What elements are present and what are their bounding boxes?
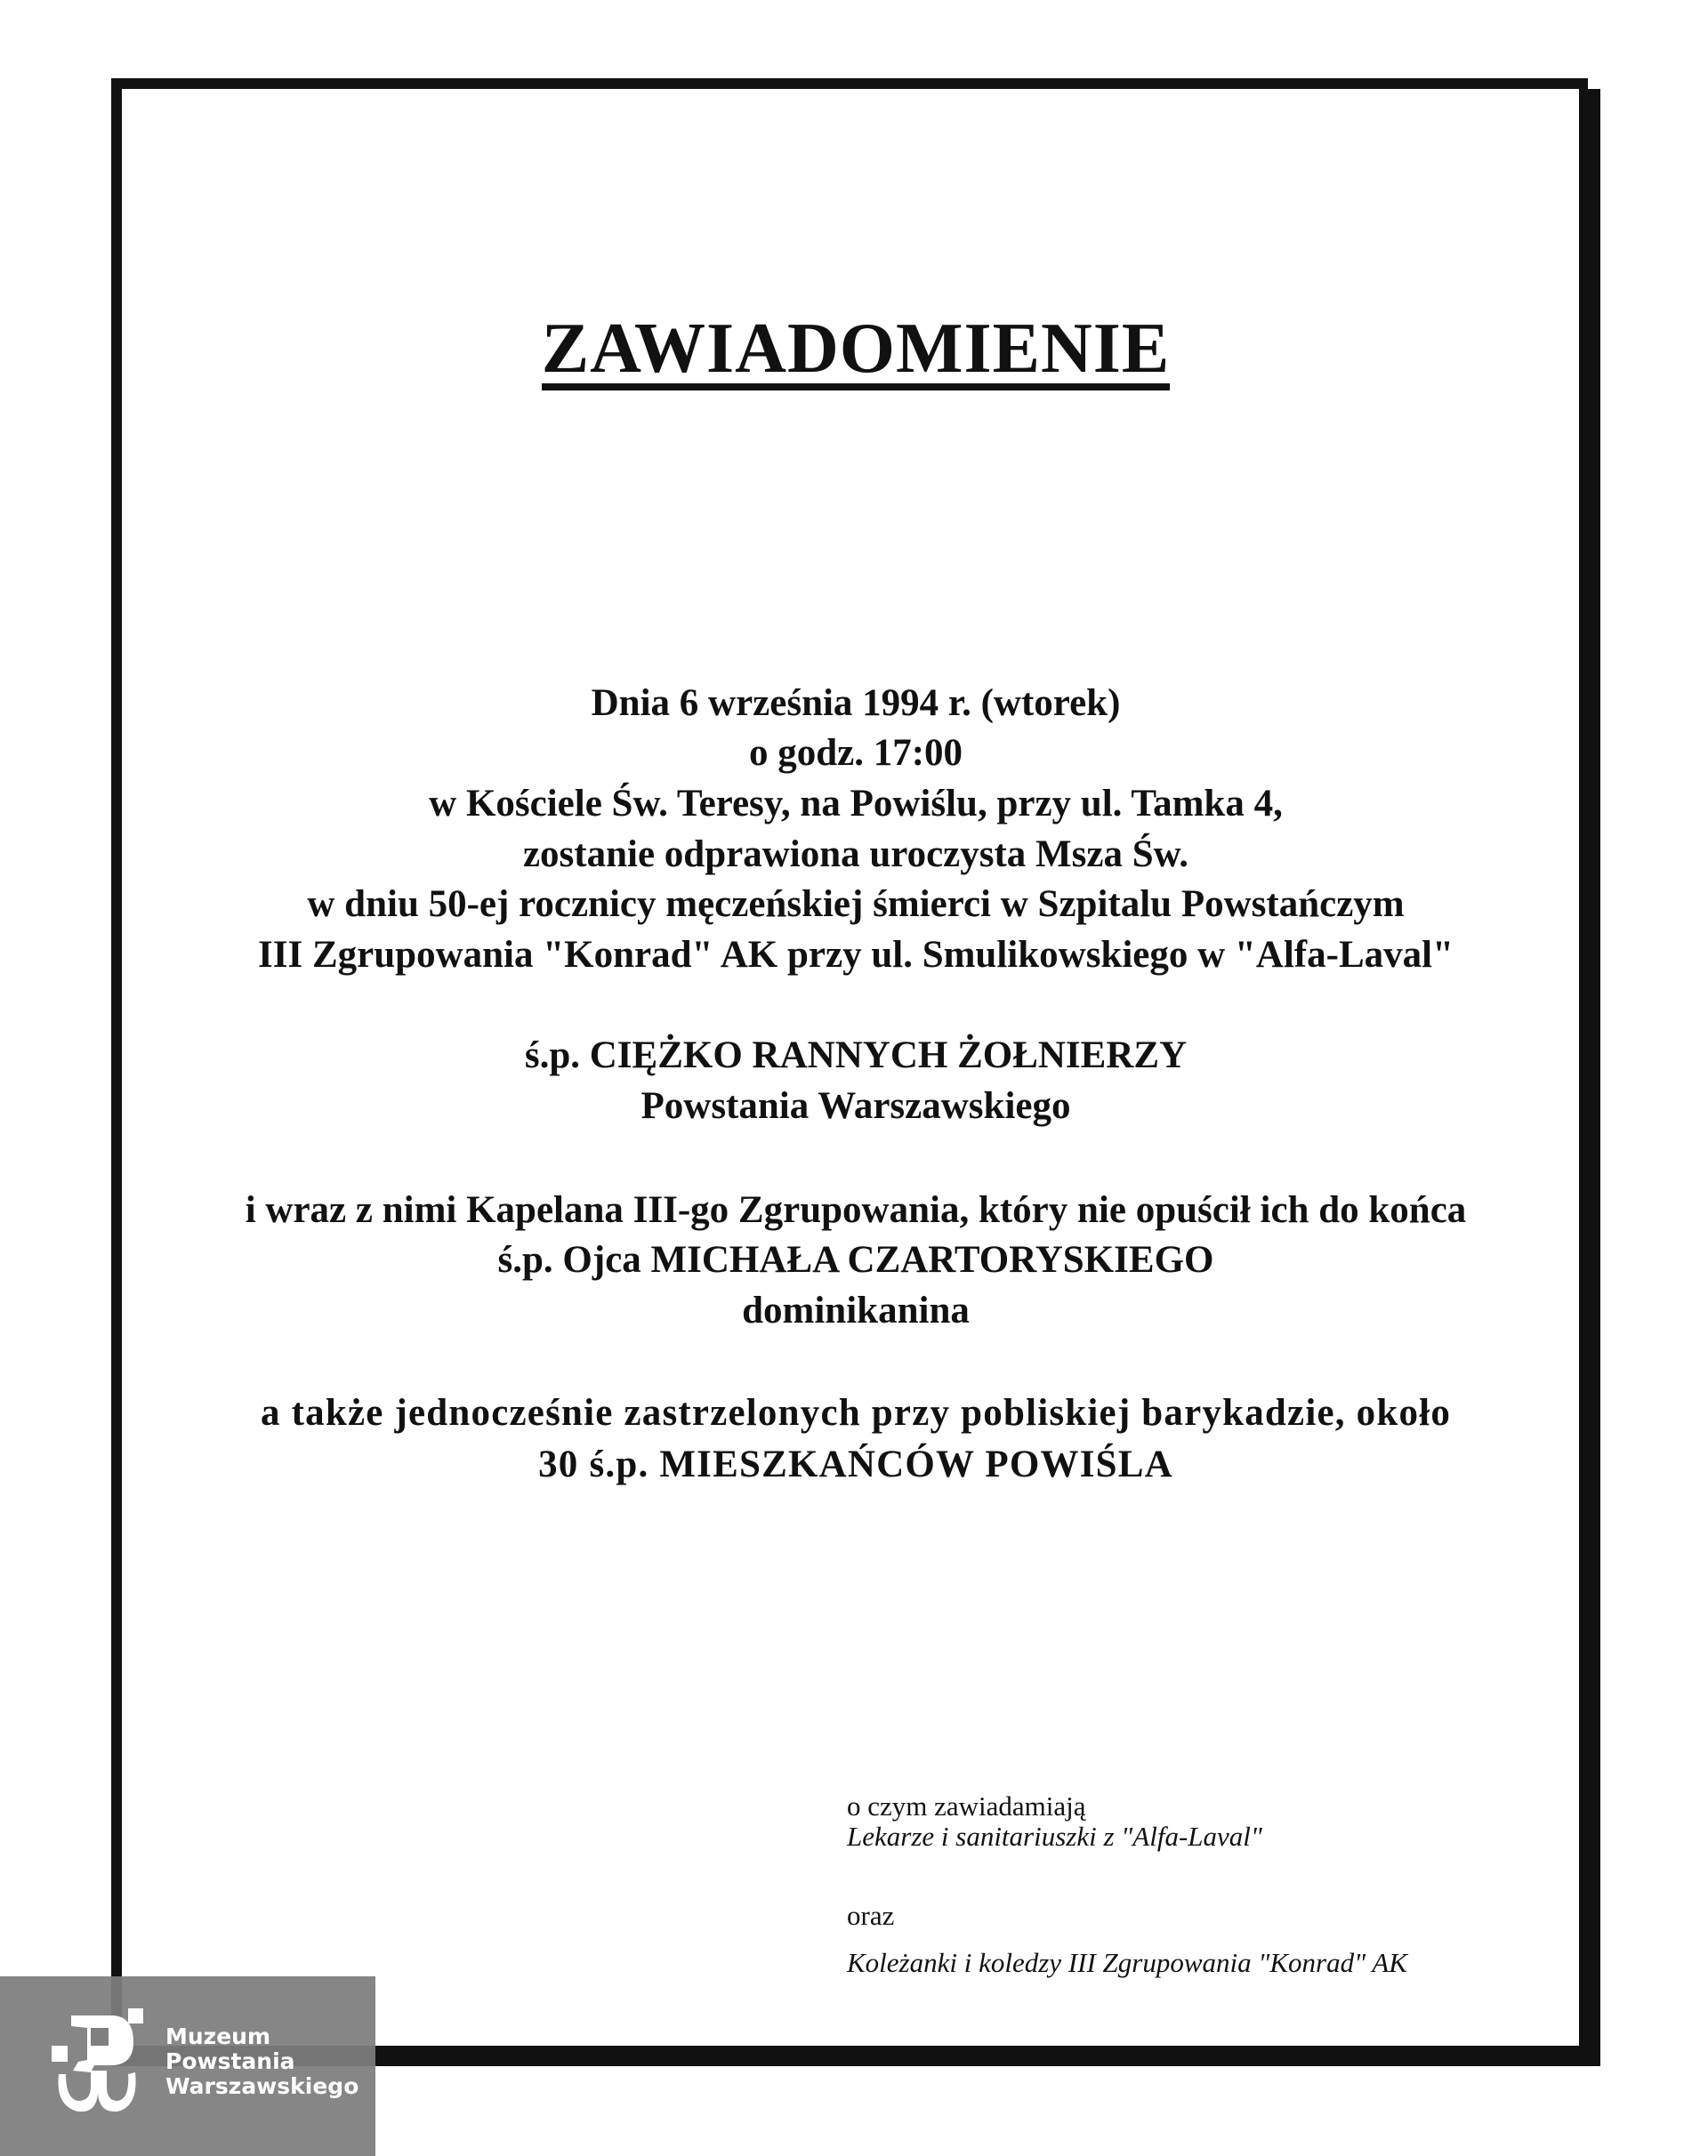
signature-signer-1: Lekarze i sanitariuszki z "Alfa-Laval" xyxy=(847,1821,1262,1852)
document-title-text: ZAWIADOMIENIE xyxy=(542,315,1170,390)
chaplain-order-line: dominikanina xyxy=(742,1290,970,1331)
soldiers-line: ś.p. CIĘŻKO RANNYCH ŻOŁNIERZY xyxy=(524,1034,1188,1076)
signature-conjunction: oraz xyxy=(847,1900,895,1931)
watermark-line-3: Warszawskiego xyxy=(165,2073,359,2099)
frame-border-top xyxy=(111,78,1588,89)
uprising-line: Powstania Warszawskiego xyxy=(640,1085,1071,1127)
signature-intro: o czym zawiadamiają xyxy=(847,1790,1086,1822)
residents-intro-line: a także jednocześnie zastrzelonych przy pobliskiej barykadzie, około xyxy=(260,1392,1452,1434)
residents-count-line: 30 ś.p. MIESZKAŃCÓW POWIŚLA xyxy=(538,1444,1173,1485)
kotwica-anchor-icon xyxy=(52,2008,144,2115)
event-anniversary-line: w dniu 50-ej rocznicy męczeńskiej śmierci w Szpitalu Powstańczym xyxy=(307,883,1405,925)
document-title xyxy=(111,311,1600,390)
event-mass-line: zostanie odprawiona uroczysta Msza Św. xyxy=(522,833,1189,875)
watermark-line-2: Powstania xyxy=(165,2048,295,2074)
chaplain-name-line: ś.p. Ojca MICHAŁA CZARTORYSKIEGO xyxy=(497,1239,1214,1281)
watermark-line-1: Muzeum xyxy=(165,2023,271,2049)
event-location-line: w Kościele Św. Teresy, na Powiślu, przy ul. Tamka 4, xyxy=(429,783,1283,825)
event-hospital-line: III Zgrupowania "Konrad" AK przy ul. Smulikowskiego w "Alfa-Laval" xyxy=(258,934,1454,976)
signature-signer-2: Koleżanki i koledzy III Zgrupowania "Konrad" AK xyxy=(847,1947,1407,1978)
chaplain-intro-line: i wraz z nimi Kapelana III-go Zgrupowania, który nie opuścił ich do końca xyxy=(245,1189,1467,1231)
event-date-line: Dnia 6 września 1994 r. (wtorek) xyxy=(591,682,1121,724)
event-time-line: o godz. 17:00 xyxy=(748,732,963,774)
